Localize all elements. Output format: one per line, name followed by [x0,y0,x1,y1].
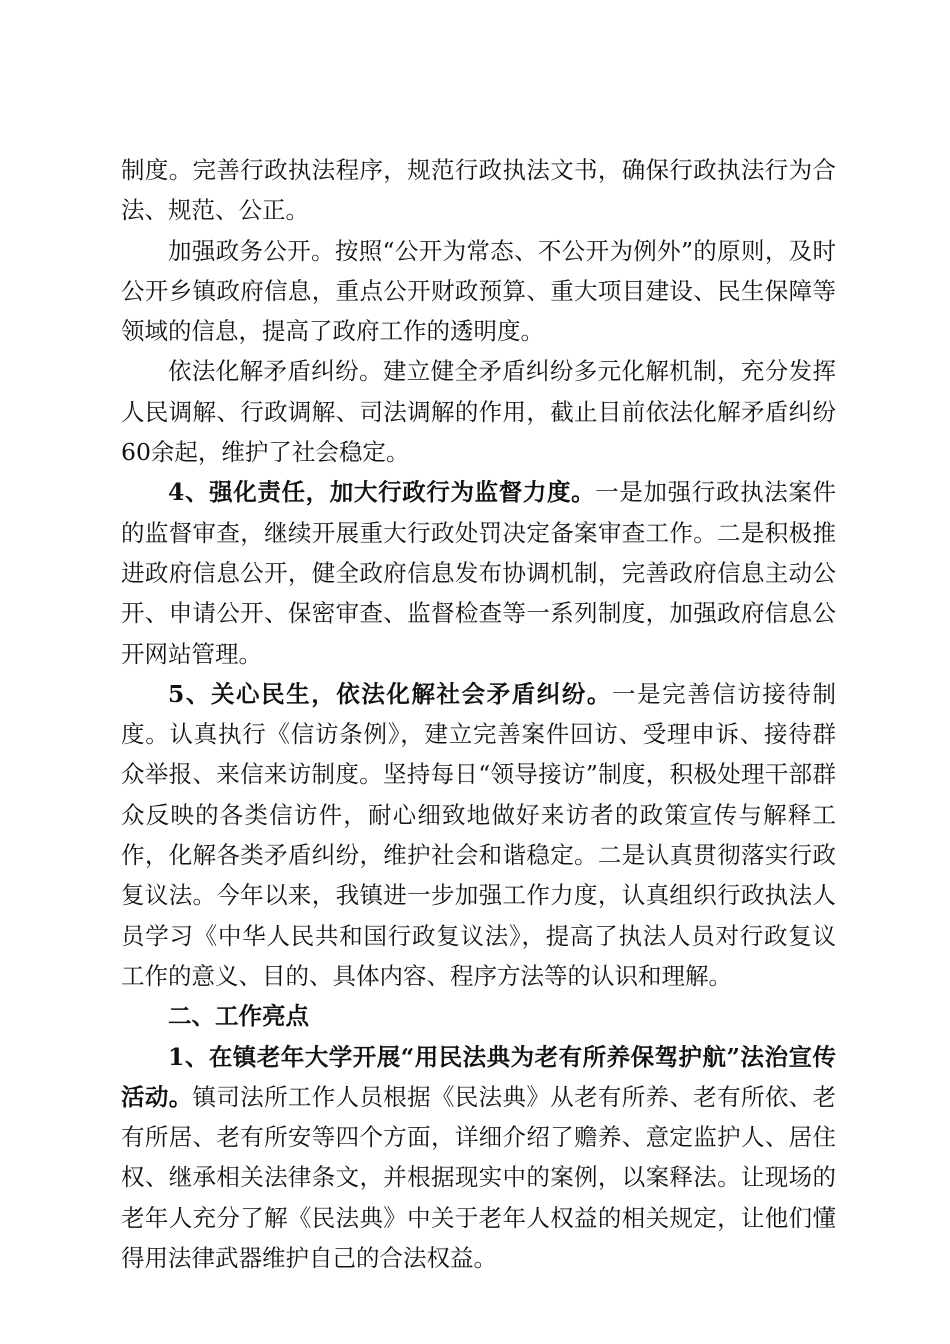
section-heading [121,996,836,1036]
paragraph-item-4 [121,472,836,673]
paragraph-text: 制度。完善行政执法程序，规范行政执法文书，确保行政执法行为合法、规范、公正。 [121,156,836,225]
paragraph-continuation [121,150,836,231]
paragraph-text: 一是加强行政执法案件的监督审查，继续开展重大行政处罚决定备案审查工作。二是积极推进政府信息公开，健全政府信息发布协调机制，完善政府信息主动公开、申请公开、保密审查、监督检查等一系列制度，加强政府信息公开网站管理。 [121,478,836,668]
paragraph-text: 加强政务公开。按照“公开为常态、不公开为例外”的原则，及时公开乡镇政府信息，重点公开财政预算、重大项目建设、民生保障等领域的信息，提高了政府工作的透明度。 [121,236,836,346]
paragraph-text: 一是完善信访接待制度。认真执行《信访条例》，建立完善案件回访、受理申诉、接待群众举报、来信来访制度。坚持每日“领导接访”制度，积极处理干部群众反映的各类信访件，耐心细致地做好来访者的政策宣传与解释工作，化解各类矛盾纠纷，维护社会和谐稳定。二是认真贯彻落实行政复议法。今年以来，我镇进一步加强工作力度，认真组织行政执法人员学习《中华人民共和国行政复议法》，提高了执法人员对行政复议工作的意义、目的、具体内容、程序方法等的认识和理解。 [121,679,837,990]
paragraph-bold-lead: 5、关心民生，依法化解社会矛盾纠纷。 [168,679,612,708]
paragraph-highlight-1 [121,1037,836,1279]
paragraph-text: 镇司法所工作人员根据《民法典》从老有所养、老有所依、老有所居、老有所安等四个方面，详细介绍了赡养、意定监护人、居住权、继承相关法律条文，并根据现实中的案例，以案释法。让现场的老年人充分了解《民法典》中关于老年人权益的相关规定，让他们懂得用法律武器维护自己的合法权益。 [121,1082,837,1273]
section-heading-text: 二、工作亮点 [168,1002,309,1031]
paragraph-item-5 [121,674,836,996]
paragraph-bold-lead: 4、强化责任，加大行政行为监督力度。 [168,478,596,507]
document-page [121,150,836,1278]
paragraph-bold-lead: 1、在镇老年大学开展“用民法典为老有所养保驾护航”法治宣传活动。 [121,1042,836,1111]
paragraph-text: 依法化解矛盾纠纷。建立健全矛盾纠纷多元化解机制，充分发挥人民调解、行政调解、司法调解的作用，截止目前依法化解矛盾纠纷60余起，维护了社会稳定。 [121,357,836,467]
paragraph-open-government [121,231,836,352]
paragraph-resolve-disputes [121,351,836,472]
